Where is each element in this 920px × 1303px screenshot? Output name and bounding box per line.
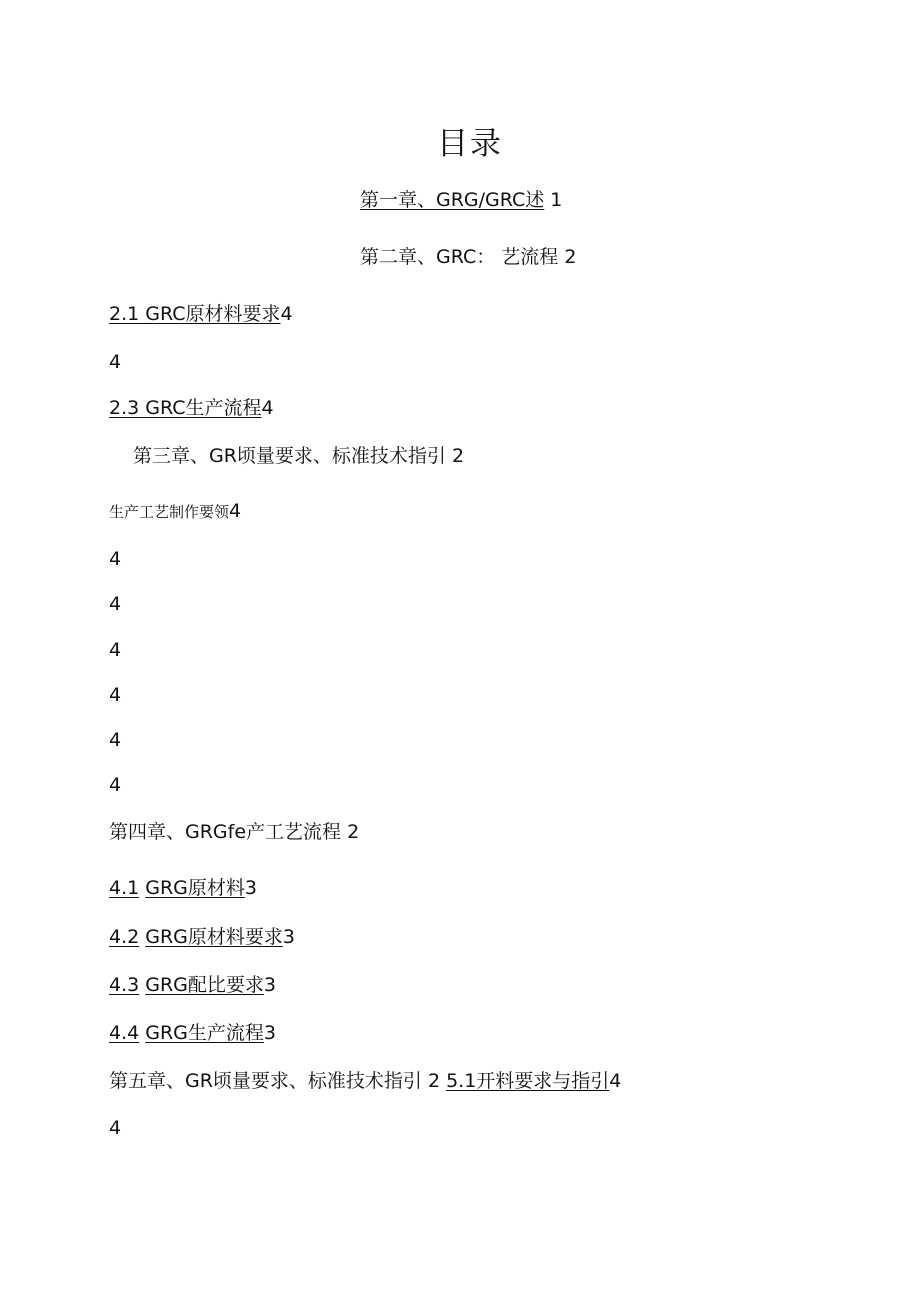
toc-page-number: 4 <box>609 1070 622 1092</box>
toc-page-line <box>109 728 121 752</box>
toc-entry-4-3[interactable] <box>109 973 276 997</box>
toc-entry-label: 2.1 GRC原材料要求 <box>109 303 281 325</box>
toc-page-number: 4 <box>109 774 122 796</box>
toc-entry-5-1-label: 5.1开料要求与指引 <box>446 1070 610 1092</box>
toc-entry-number: 4.1 <box>109 877 140 899</box>
toc-entry-number: 4.4 <box>109 1022 140 1044</box>
toc-entry-label: GRG配比要求 <box>145 974 264 996</box>
toc-page-number: 3 <box>263 1022 276 1044</box>
toc-entry-label: 第一章、GRG/GRC述 <box>360 189 545 211</box>
toc-entry-production <box>109 499 241 524</box>
toc-page-line <box>109 592 121 616</box>
page-title: 目录 <box>437 126 503 162</box>
toc-page-line <box>109 773 121 797</box>
toc-page-number: 4 <box>109 729 122 751</box>
toc-page-number: 4 <box>109 351 122 373</box>
toc-entry-label: 生产工艺制作要领 <box>109 503 230 521</box>
toc-entry-2-1[interactable] <box>109 302 293 326</box>
toc-entry-number: 4.3 <box>109 974 140 996</box>
toc-page-number: 3 <box>263 974 276 996</box>
toc-entry-label: GRG原材料 <box>145 877 245 899</box>
toc-page-line <box>109 638 121 662</box>
toc-page-number: 4 <box>109 593 122 615</box>
toc-entry-label: 第四章、GRGfe产工艺流程 2 <box>109 821 360 843</box>
toc-page-number: 4 <box>109 639 122 661</box>
toc-entry-number: 4.2 <box>109 926 140 948</box>
toc-entry-label: GRG原材料要求 <box>145 926 283 948</box>
toc-page-number: 3 <box>244 877 257 899</box>
toc-entry-4-4[interactable] <box>109 1021 276 1045</box>
toc-entry-2-2 <box>109 350 121 374</box>
toc-page-number: 1 <box>550 189 563 211</box>
toc-entry-ch1[interactable] <box>360 188 562 212</box>
toc-entry-label: 第三章、GR顷量要求、标准技术指引 2 <box>133 445 465 467</box>
toc-entry-2-3[interactable] <box>109 396 274 420</box>
toc-page-line <box>109 547 121 571</box>
toc-entry-4-1[interactable] <box>109 876 257 900</box>
toc-entry-ch5[interactable] <box>109 1069 621 1093</box>
toc-entry-label: 第二章、GRC： 艺流程 2 <box>360 246 577 268</box>
toc-page-line <box>109 683 121 707</box>
toc-page-number: 4 <box>261 397 274 419</box>
toc-entry-label: 第五章、GR顷量要求、标准技术指引 2 <box>109 1070 441 1092</box>
toc-page-line <box>109 1116 121 1140</box>
toc-page-number: 4 <box>280 303 293 325</box>
toc-entry-label: 2.3 GRC生产流程 <box>109 397 262 419</box>
toc-page-number: 4 <box>109 684 122 706</box>
toc-page-number: 3 <box>282 926 295 948</box>
toc-entry-ch2 <box>360 245 576 269</box>
toc-entry-ch4 <box>109 820 359 844</box>
toc-entry-label: GRG生产流程 <box>145 1022 264 1044</box>
toc-entry-ch3 <box>133 444 464 468</box>
toc-entry-4-2[interactable] <box>109 925 295 949</box>
toc-page-number: 4 <box>229 500 242 522</box>
toc-page-number: 4 <box>109 1117 122 1139</box>
toc-page-number: 4 <box>109 548 122 570</box>
